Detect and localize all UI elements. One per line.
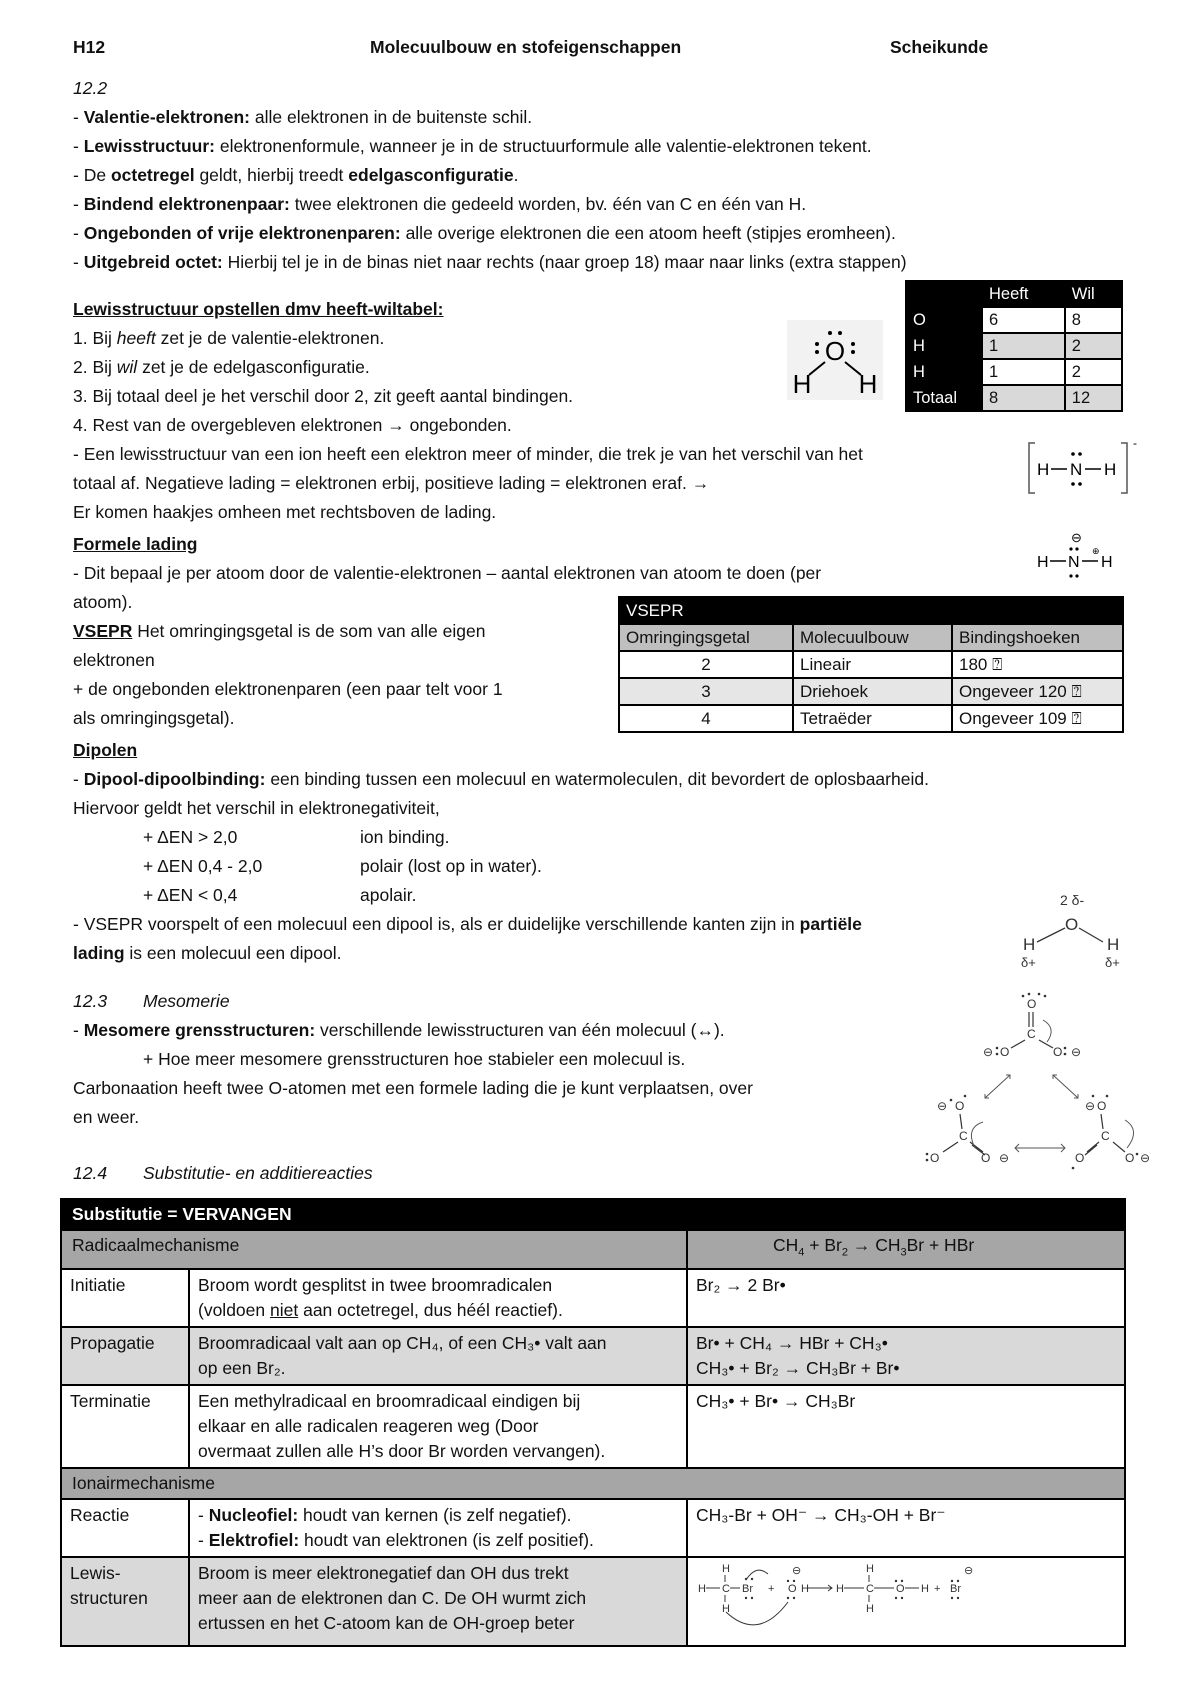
lewis-step-3: 3. Bij totaal deel je het verschil door 2, zit geeft aantal bindingen. — [73, 386, 574, 406]
svg-text:O: O — [1097, 1099, 1107, 1113]
amide-ion-figure — [1025, 437, 1135, 499]
svg-text:O: O — [955, 1099, 965, 1113]
water-h1-label: H — [792, 369, 812, 399]
def-valentie: - Valentie-elektronen: alle elektronen in de buitenste schil. — [73, 107, 533, 127]
sn2-bonds — [706, 1570, 919, 1625]
lewis-ion-1: - Een lewisstructuur van een ion heeft een elektron meer of minder, die trek je van het verschil van het — [73, 444, 863, 464]
def-bindend-paar: - Bindend elektronenpaar: twee elektronen die gedeeld worden, bv. één van C en één van H. — [73, 194, 807, 214]
def-octetregel: - De octetregel geldt, hierbij treedt edelgasconfiguratie. — [73, 165, 519, 185]
row-terminatie: Terminatie Een methylradicaal en broomradicaal eindigen bij elkaar en alle radicalen reageren weg (Door overmaat zullen alle H’s door Br worden vervangen). CH₃• + Br• → CH₃Br — [61, 1385, 1125, 1468]
svg-text:C: C — [1027, 1027, 1036, 1041]
svg-text:δ+: δ+ — [1105, 955, 1120, 970]
svg-text:O: O — [1075, 1151, 1085, 1165]
svg-text:H: H — [1037, 554, 1049, 571]
svg-text:C: C — [866, 1582, 874, 1595]
water-o-label: O — [824, 336, 846, 366]
svg-text:⊖: ⊖ — [983, 1045, 994, 1059]
svg-text:O: O — [1027, 997, 1037, 1011]
substitutie-title: Substitutie = VERVANGEN — [61, 1199, 1125, 1230]
svg-text:O: O — [930, 1151, 940, 1165]
svg-text:N: N — [1068, 554, 1080, 571]
svg-text:O: O — [1053, 1045, 1063, 1059]
lewis-ion-3: Er komen haakjes omheen met rechtsboven de lading. — [73, 502, 497, 522]
svg-text:H: H — [836, 1582, 844, 1595]
ionair-heading: Ionairmechanisme — [61, 1468, 1125, 1499]
svg-text:O: O — [1000, 1045, 1010, 1059]
formele-line-1: - Dit bepaal je per atoom door de valentie-elektronen – aantal elektronen van atoom te doen (per — [73, 563, 822, 583]
lewis-step-1: 1. Bij heeft zet je de valentie-elektronen. — [73, 328, 385, 348]
svg-text:H: H — [801, 1582, 809, 1595]
svg-text:C: C — [722, 1582, 730, 1595]
mesomerie-line-3: Carbonaation heeft twee O-atomen met een formele lading die je kunt verplaatsen, over — [73, 1078, 753, 1098]
hw-row-h1: H 1 2 — [906, 333, 1122, 359]
svg-text:O: O — [788, 1582, 797, 1595]
hw-row-totaal: Totaal 8 12 — [906, 385, 1122, 411]
svg-text:O: O — [1065, 915, 1079, 934]
svg-text:δ+: δ+ — [1021, 955, 1036, 970]
radicaal-heading: Radicaalmechanisme — [61, 1230, 687, 1269]
svg-text:H: H — [1023, 935, 1036, 954]
svg-text:⊖: ⊖ — [1140, 1151, 1151, 1165]
svg-text:H: H — [1101, 554, 1113, 571]
vsepr-line-4: als omringingsgetal). — [73, 708, 235, 728]
svg-text:+: + — [768, 1582, 775, 1595]
svg-text:H: H — [722, 1562, 730, 1575]
svg-text:⊖: ⊖ — [1085, 1099, 1096, 1113]
dipole-water-figure — [1015, 890, 1125, 970]
row-reactie: Reactie - Nucleofiel: houdt van kernen (is zelf negatief). - Elektrofiel: houdt van elektronen (is zelf positief). CH₃-Br + OH⁻ → CH₃-OH + Br⁻ — [61, 1499, 1125, 1557]
carbonate-resonance-figure — [925, 990, 1150, 1175]
water-lewis-figure — [787, 320, 883, 400]
radicaal-equation: $CH_4 + Br_2 \to CH_3Br$ + HBr — [687, 1230, 1125, 1269]
heeft-wil-table — [905, 280, 1123, 412]
vsepr-line-1: VSEPR Het omringingsgetal is de som van alle eigen — [73, 621, 486, 641]
vsepr-header-bindingshoeken: Bindingshoeken — [952, 624, 1123, 651]
svg-text:H: H — [921, 1582, 929, 1595]
mesomerie-line-2: + Hoe meer mesomere grensstructuren hoe stabieler een molecuul is. — [143, 1049, 686, 1069]
vsepr-table — [618, 596, 1124, 733]
water-h2-label: H — [858, 369, 878, 399]
bracket-right — [1121, 443, 1127, 493]
en-rule-2-cond: + ΔEN 0,4 - 2,0 — [143, 856, 263, 876]
vsepr-row: 2 Lineair 180 ⍰ — [619, 651, 1123, 678]
dipolen-heading: Dipolen — [73, 740, 138, 760]
svg-text:⊖: ⊖ — [937, 1099, 948, 1113]
svg-text:⊖: ⊖ — [964, 1564, 974, 1577]
lewis-step-4: 4. Rest van de overgebleven elektronen → ongebonden. — [73, 415, 512, 435]
svg-text:⊖: ⊖ — [1071, 1045, 1082, 1059]
dipolen-line-1: - Dipool-dipoolbinding: een binding tussen een molecuul en watermoleculen, dit bevordert de oplosbaarheid. — [73, 769, 929, 789]
def-uitgebreid-octet: - Uitgebreid octet: Hierbij tel je in de binas niet naar rechts (naar groep 18) maar naar links (extra stappen) — [73, 252, 907, 272]
row-lewis-structuren: Lewis- structuren Broom is meer elektronegatief dan OH dus trekt meer aan de elektronen dan C. De OH wurmt zich ertussen en het C-atoom kan de OH-groep beter H H C Br H + O H ⊖ H H C H O H + Br ⊖ — [61, 1557, 1125, 1646]
formele-heading: Formele lading — [73, 534, 198, 554]
svg-text:H: H — [722, 1602, 730, 1615]
section-12-4-number: 12.4 — [73, 1163, 108, 1183]
svg-text:⊖: ⊖ — [999, 1151, 1010, 1165]
svg-text:+: + — [934, 1582, 941, 1595]
header-subject: Scheikunde — [890, 37, 989, 57]
mesomerie-line-4: en weer. — [73, 1107, 140, 1127]
dipolen-vsepr-line-2: lading is een molecuul een dipool. — [73, 943, 342, 963]
svg-text:C: C — [959, 1129, 968, 1143]
svg-text:H: H — [866, 1602, 874, 1615]
en-rule-3-cond: + ΔEN < 0,4 — [143, 885, 238, 905]
svg-text:H: H — [1104, 460, 1117, 479]
def-vrije-paren: - Ongebonden of vrije elektronenparen: alle overige elektronen die een atoom heeft (stipjes eromheen). — [73, 223, 896, 243]
row-initiatie: Initiatie Broom wordt gesplitst in twee broomradicalen (voldoen niet aan octetregel, dus héél reactief). Br₂ → 2 Br• — [61, 1269, 1125, 1327]
svg-text:N: N — [1070, 460, 1083, 479]
en-rule-1-cond: + ΔEN > 2,0 — [143, 827, 238, 847]
bracket-left — [1029, 443, 1035, 493]
lewis-step-2: 2. Bij wil zet je de edelgasconfiguratie. — [73, 357, 370, 377]
hw-row-o: O 6 8 — [906, 307, 1122, 333]
header-title: Molecuulbouw en stofeigenschappen — [370, 37, 682, 57]
def-lewisstructuur: - Lewisstructuur: elektronenformule, wanneer je in de structuurformule alle valentie-elektronen tekent. — [73, 136, 872, 156]
svg-text:⊖: ⊖ — [792, 1564, 802, 1577]
formele-line-2: atoom). — [73, 592, 133, 612]
amide-formal-charge-figure — [1035, 530, 1125, 580]
svg-text:H: H — [866, 1562, 874, 1575]
svg-text:H: H — [1037, 460, 1050, 479]
svg-text:Br: Br — [950, 1582, 961, 1595]
lewis-ion-2: totaal af. Negatieve lading = elektronen erbij, positieve lading = elektronen eraf. → — [73, 473, 710, 493]
section-number-12-2: 12.2 — [73, 78, 108, 98]
lewis-heading: Lewisstructuur opstellen dmv heeft-wiltabel: — [73, 299, 444, 319]
vsepr-row: 3 Driehoek Ongeveer 120 ⍰ — [619, 678, 1123, 705]
header-chapter: H12 — [73, 37, 106, 57]
vsepr-row: 4 Tetraëder Ongeveer 109 ⍰ — [619, 705, 1123, 732]
en-rule-3-result: apolair. — [360, 885, 417, 905]
section-12-3-number: 12.3 — [73, 991, 108, 1011]
svg-text:O: O — [1125, 1151, 1135, 1165]
en-rule-1-result: ion binding. — [360, 827, 450, 847]
section-12-4-title: Substitutie- en additiereacties — [143, 1163, 373, 1183]
section-12-3-title: Mesomerie — [143, 991, 230, 1011]
hw-row-h2: H 1 2 — [906, 359, 1122, 385]
vsepr-table-title: VSEPR — [619, 597, 1123, 624]
svg-text:⊕: ⊕ — [1092, 546, 1100, 556]
svg-text:H: H — [1107, 935, 1120, 954]
en-rule-2-result: polair (lost op in water). — [360, 856, 542, 876]
mesomerie-line-1: - Mesomere grensstructuren: verschillende lewisstructuren van één molecuul (↔). — [73, 1020, 725, 1040]
vsepr-line-2: elektronen — [73, 650, 155, 670]
svg-text:O: O — [981, 1151, 991, 1165]
dipolen-line-2: Hiervoor geldt het verschil in elektronegativiteit, — [73, 798, 440, 818]
svg-text:C: C — [1101, 1129, 1110, 1143]
svg-text:H: H — [698, 1582, 706, 1595]
svg-text:2 δ-: 2 δ- — [1060, 892, 1085, 908]
vsepr-line-3: + de ongebonden elektronenparen (een paar telt voor 1 — [73, 679, 503, 699]
vsepr-header-omringingsgetal: Omringingsgetal — [619, 624, 793, 651]
dipolen-vsepr-line-1: - VSEPR voorspelt of een molecuul een dipool is, als er duidelijke verschillende kanten zijn in partiële — [73, 914, 862, 934]
substitutie-table — [60, 1198, 1126, 1647]
row-propagatie: Propagatie Broomradicaal valt aan op CH₄, of een CH₃• valt aan op een Br₂. Br• + CH₄ → HBr + CH₃• CH₃• + Br₂ → CH₃Br + Br• — [61, 1327, 1125, 1385]
hw-header-wil: Wil — [1065, 281, 1122, 307]
hw-header-heeft: Heeft — [982, 281, 1065, 307]
svg-text:Br: Br — [742, 1582, 753, 1595]
svg-text:⊖: ⊖ — [1071, 530, 1082, 545]
amide-charge: - — [1133, 436, 1137, 450]
vsepr-header-molecuulbouw: Molecuulbouw — [793, 624, 952, 651]
svg-text:O: O — [896, 1582, 905, 1595]
sn2-lewis-figure — [696, 1562, 986, 1634]
